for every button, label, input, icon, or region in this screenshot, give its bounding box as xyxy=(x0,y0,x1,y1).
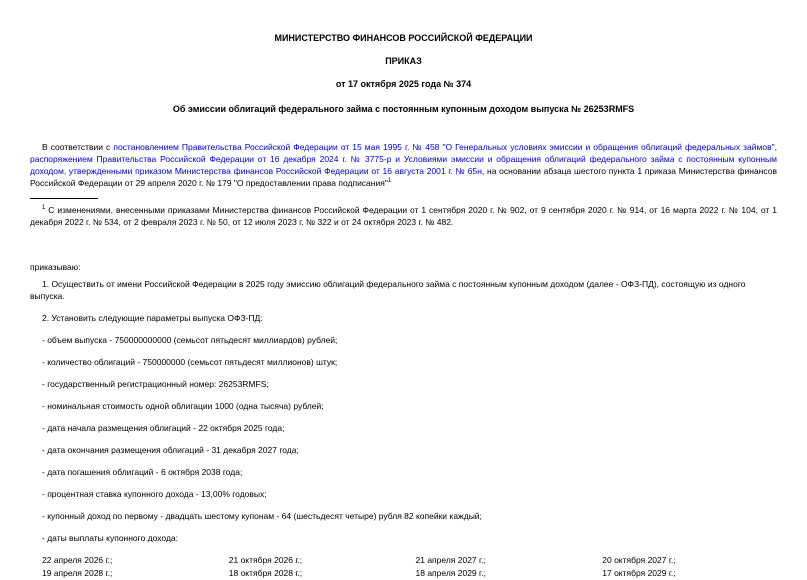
parameter-placement-end-date: - дата окончания размещения облигаций - 31 декабря 2027 года; xyxy=(42,445,299,455)
parameter-placement-start-date: - дата начала размещения облигаций - 22 октября 2025 года; xyxy=(42,423,285,433)
footnote-divider xyxy=(30,198,98,199)
preamble-plain-tail: , на основании абзаца шестого пункта 1 приказа Министерства финансов Российской Федерации от 29 апреля 2020 г. № 179 "О предоставлении права подписания" xyxy=(30,166,778,188)
order-date-number: от 17 октября 2025 года № 374 xyxy=(335,79,472,89)
footnote-reference-mark[interactable]: 1 xyxy=(387,178,392,185)
parameter-nominal-value: - номинальная стоимость одной облигации 1000 (одна тысяча) рублей; xyxy=(42,401,324,411)
order-lead: приказываю: xyxy=(30,262,81,272)
parameter-registration-number: - государственный регистрационный номер: 26253RMFS; xyxy=(42,379,269,389)
coupon-dates-row xyxy=(30,567,777,580)
parameter-coupon-dates-label: - даты выплаты купонного дохода: xyxy=(42,533,178,543)
footnote-paragraph xyxy=(30,204,777,228)
preamble-plain-lead: В соответствии с xyxy=(42,142,114,152)
coupon-date-cell: 20 октября 2027 г.; xyxy=(602,555,676,565)
coupon-date-cell: 18 октября 2028 г.; xyxy=(228,568,303,578)
legal-reference-link[interactable]: постановлением Правительства Российской Федерации от 15 мая 1995 г. № 458 "О Генеральных условиях эмиссии и обращения облигаций федеральных займов", распоряжением Правительства Российской Федерации от 16 декабря 2024 г. № 3775-р и Условиями эмиссии и обращения облигаций федерального займа с постоянным купонным доходом, утвержденными приказом Министерства финансов Российской Федерации от 16 августа 2001 г. № 65н xyxy=(30,142,777,176)
order-item-2: 2. Установить следующие параметры выпуска ОФЗ-ПД: xyxy=(42,313,263,323)
coupon-date-cell: 22 апреля 2026 г.; xyxy=(42,555,113,565)
parameter-coupon-rate: - процентная ставка купонного дохода - 13,00% годовых; xyxy=(42,489,267,499)
coupon-date-cell: 19 апреля 2028 г.; xyxy=(42,568,113,578)
coupon-date-cell: 21 октября 2026 г.; xyxy=(228,555,303,565)
footnote-text: С изменениями, внесенными приказами Министерства финансов Российской Федерации от 1 сентября 2020 г. № 902, от 9 сентября 2020 г. № 914, от 16 марта 2022 г. № 104, от 1 декабря 2022 г. № 534, от 2 февраля 2023 г. № 50, от 12 июля 2023 г. № 322 и от 24 октября 2023 г. № 482. xyxy=(30,205,777,227)
footnote-number: 1 xyxy=(42,205,46,212)
parameter-quantity: - количество облигаций - 750000000 (семьсот пятьдесят миллионов) штук; xyxy=(42,357,338,367)
order-item-1: 1. Осуществить от имени Российской Федерации в 2025 году эмиссию облигаций федерального займа с постоянным купонным доходом (далее - ОФЗ-ПД), состоящую из одного выпуска. xyxy=(30,279,746,301)
parameter-volume: - объем выпуска - 750000000000 (семьсот пятьдесят миллиардов) рублей; xyxy=(42,335,338,345)
document-title: Об эмиссии облигаций федерального займа с постоянным купонным доходом выпуска № 26253RMFS xyxy=(172,104,635,114)
coupon-date-cell: 18 апреля 2029 г.; xyxy=(415,568,486,578)
coupon-dates-row xyxy=(30,554,777,567)
coupon-date-cell: 17 октября 2029 г.; xyxy=(602,568,676,578)
ministry-title: МИНИСТЕРСТВО ФИНАНСОВ РОССИЙСКОЙ ФЕДЕРАЦИИ xyxy=(274,33,533,43)
coupon-date-cell: 21 апреля 2027 г.; xyxy=(415,555,486,565)
doc-type-label: ПРИКАЗ xyxy=(385,56,422,66)
coupon-dates-table xyxy=(30,554,777,580)
parameter-coupon-income: - купонный доход по первому - двадцать шестому купонам - 64 (шестьдесят четыре) рубля 82 копейки каждый; xyxy=(42,511,482,521)
parameter-maturity-date: - дата погашения облигаций - 6 октября 2038 года; xyxy=(42,467,243,477)
preamble-paragraph xyxy=(30,141,777,189)
